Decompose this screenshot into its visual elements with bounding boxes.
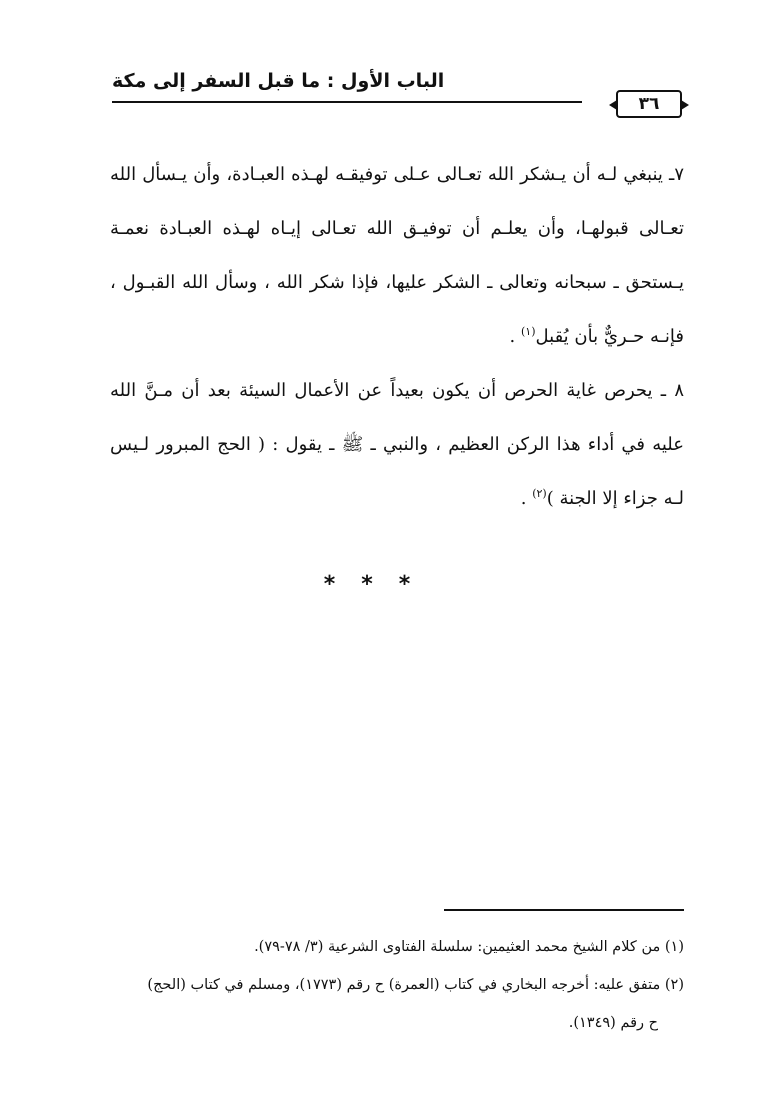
footnote-ref-2[interactable]: (٢) (532, 487, 547, 500)
paragraph-7 (110, 148, 684, 364)
paragraph-text: ٨ ـ يحرص غاية الحرص أن يكون بعيداً عن الأعمال السيئة بعد أن مـنَّ الله عليه في أداء هذا الركن العظيم ، والنبي ـ ﷺ ـ يقول : ( الحج المبرور لـيس لـه جزاء إلا الجنة ) (110, 380, 684, 509)
footnote-2-continuation: ح رقم (١٣٤٩). (568, 1015, 658, 1031)
paragraph-tail: . (520, 488, 533, 509)
main-text (110, 148, 684, 526)
page-number: ٣٦ (638, 94, 660, 114)
paragraph-tail: . (509, 326, 521, 347)
footnote-1: (١) من كلام الشيخ محمد العثيمين: سلسلة الفتاوى الشرعية (٣/ ٧٨-٧٩). (254, 939, 684, 955)
footnote-ref-1[interactable]: (١) (520, 325, 536, 338)
footnote-2: (٢) متفق عليه: أخرجه البخاري في كتاب (العمرة) ح رقم (١٧٧٣)، ومسلم في كتاب (الحج) (147, 977, 684, 993)
section-ornament: *** (323, 572, 437, 597)
footnotes (108, 928, 684, 1042)
footnote-rule (444, 909, 684, 911)
page-number-badge (616, 90, 682, 118)
header-rule (112, 101, 582, 103)
paragraph-text: ٧ـ ينبغي لـه أن يـشكر الله تعـالى عـلى توفيقـه لهـذه العبـادة، وأن يـسأل الله تعـالى قبولهـا، وأن يعلـم أن توفيـق الله تعـالى إيـاه لهـذه العبـادة نعمـة يـستحق ـ سبحانه وتعالى ـ الشكر عليها، فإذا شكر الله ، وسأل الله القبـول ، فإنـه حـريٌّ بأن يُقبل (110, 164, 684, 347)
chapter-title: الباب الأول : ما قبل السفر إلى مكة (112, 70, 445, 92)
paragraph-8 (110, 364, 684, 526)
running-header (112, 60, 682, 124)
